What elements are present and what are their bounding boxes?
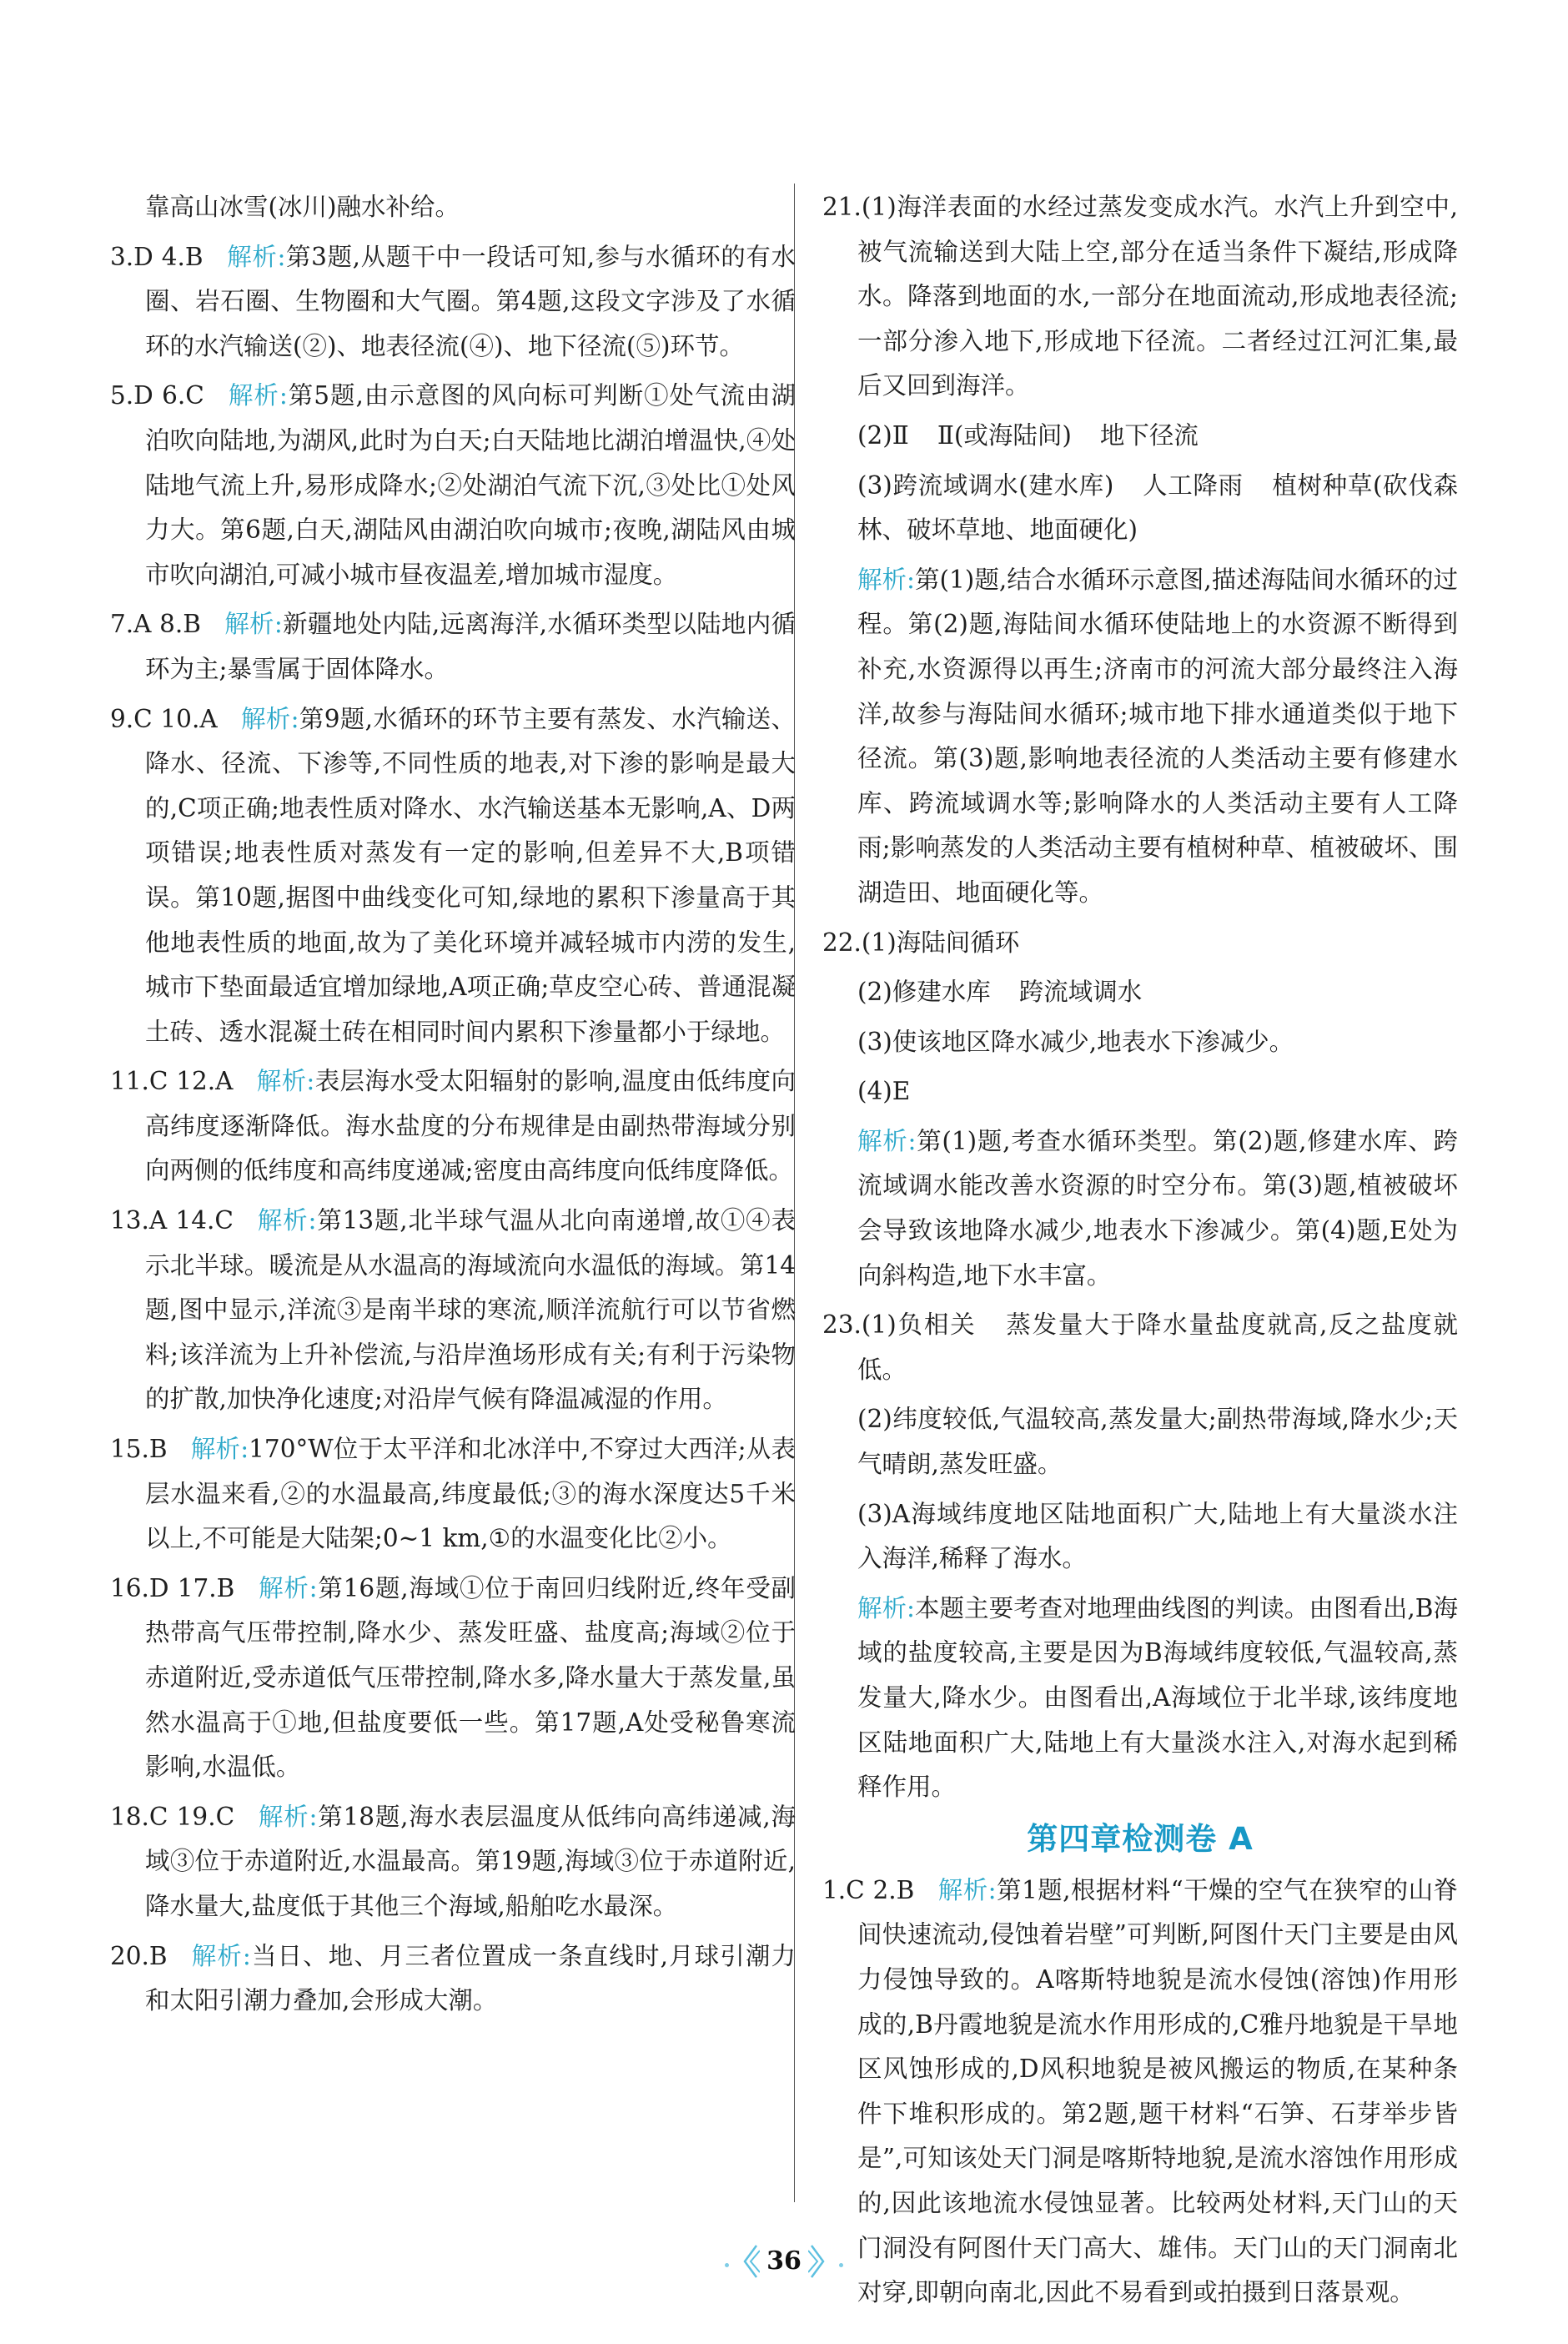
answer-continuation: 靠高山冰雪(冰川)融水补给。 — [145, 193, 460, 221]
answer-key: 13.A 14.C — [110, 1206, 234, 1235]
analysis-label: 解析: — [256, 1206, 317, 1235]
analysis-label: 解析: — [190, 1435, 249, 1464]
right-column — [822, 185, 1458, 2321]
analysis-text: 第13题,北半球气温从北向南递增,故①④表示北半球。暖流是从水温高的海域流向水温低的海域。第14题,图中显示,洋流③是南半球的寒流,顺洋流航行可以节省燃料;该洋流为上升补偿流,与沿岸渔场形成有关;有利于污染物的扩散,加快净化速度;对沿岸气候有降温减湿的作用。 — [145, 1206, 796, 1414]
answer-key: 18.C 19.C — [110, 1802, 235, 1831]
analysis-text: 第18题,海水表层温度从低纬向高纬递减,海域③位于赤道附近,水温最高。第19题,海域③位于赤道附近,降水量大,盐度低于其他三个海域,船舶吃水最深。 — [145, 1802, 796, 1920]
answer-18-19 — [110, 1795, 796, 1929]
answer-22-part-2: (2)修建水库 跨流域调水 — [857, 978, 1143, 1007]
answer-key: 5.D 6.C — [110, 381, 204, 410]
analysis-text: 170°W位于太平洋和北冰洋中,不穿过大西洋;从表层水温来看,②的水温最高,纬度最低;③的海水深度达5千米以上,不可能是大陆架;0~1 km,①的水温变化比②小。 — [145, 1435, 796, 1553]
answer-23-part-3: (3)A海域纬度地区陆地面积广大,陆地上有大量淡水注入海洋,稀释了海水。 — [857, 1499, 1458, 1573]
analysis-label: 解析: — [224, 610, 283, 639]
answer-23-analysis: 解析:本题主要考查对地理曲线图的判读。由图看出,B海域的盐度较高,主要是因为B海域纬度较低,气温较高,蒸发量大,降水少。由图看出,A海域位于北半球,该纬度地区陆地面积广大,陆地上有大量淡水注入,对海水起到稀释作用。 — [857, 1593, 1458, 1802]
answer-key: 20.B — [110, 1941, 168, 1970]
answer-22-part-4: (4)E — [857, 1077, 911, 1106]
answer-22-part-1: 22.(1)海陆间循环 — [822, 928, 1020, 957]
analysis-label: 解析: — [240, 704, 299, 733]
answer-9-10 — [110, 697, 796, 1055]
analysis-text: 第5题,由示意图的风向标可判断①处气流由湖泊吹向陆地,为湖风,此时为白天;白天陆地比湖泊增温快,④处陆地气流上升,易形成降水;②处湖泊气流下沉,③处比①处风力大。第6题,白天,湖陆风由湖泊吹向城市;夜晚,湖陆风由城市吹向湖泊,可减小城市昼夜温差,增加城市湿度。 — [145, 381, 796, 589]
analysis-text: 第9题,水循环的环节主要有蒸发、水汽输送、降水、径流、下渗等,不同性质的地表,对下渗的影响是最大的,C项正确;地表性质对降水、水汽输送基本无影响,A、D两项错误;地表性质对蒸发有一定的影响,但差异不大,B项错误。第10题,据图中曲线变化可知,绿地的累积下渗量高于其他地表性质的地面,故为了美化环境并减轻城市内涝的发生,城市下垫面最适宜增加绿地,A项正确;草皮空心砖、普通混凝土砖、透水混凝土砖在相同时间内累积下渗量都小于绿地。 — [145, 704, 796, 1046]
answer-23-part-1: 23.(1)负相关 蒸发量大于降水量盐度就高,反之盐度就低。 — [822, 1310, 1458, 1384]
answer-key: 7.A 8.B — [110, 610, 201, 639]
analysis-label: 解析: — [190, 1941, 251, 1970]
answer-21-part-1: 21.(1)海洋表面的水经过蒸发变成水汽。水汽上升到空中,被气流输送到大陆上空,部分在适当条件下凝结,形成降水。降落到地面的水,一部分在地面流动,形成地表径流;一部分渗入地下,形成地下径流。二者经过江河汇集,最后又回到海洋。 — [822, 193, 1458, 400]
answer-3-4 — [110, 235, 796, 370]
answer-7-8 — [110, 602, 796, 692]
answer-key: 1.C 2.B — [822, 1875, 915, 1904]
page-number: 36 — [741, 2242, 827, 2281]
answer-22-part-3: (3)使该地区降水减少,地表水下渗减少。 — [857, 1027, 1294, 1056]
chapter-heading: 第四章检测卷 A — [1027, 1820, 1254, 1857]
answer-22-analysis: 解析:第(1)题,考查水循环类型。第(2)题,修建水库、跨流域调水能改善水资源的时空分布。第(3)题,植被破坏会导致该地降水减少,地表水下渗减少。第(4)题,E处为向斜构造,地下水丰富。 — [857, 1126, 1458, 1290]
answer-21-analysis: 解析:第(1)题,结合水循环示意图,描述海陆间水循环的过程。第(2)题,海陆间水循环使陆地上的水资源不断得到补充,水资源得以再生;济南市的河流大部分最终注入海洋,故参与海陆间水循环;城市地下排水通道类似于地下径流。第(3)题,影响地表径流的人类活动主要有修建水库、跨流域调水等;影响降水的人类活动主要有人工降雨;影响蒸发的人类活动主要有植树种草、植被破坏、围湖造田、地面硬化等。 — [857, 565, 1458, 907]
answer-key: 3.D 4.B — [110, 242, 204, 271]
analysis-label: 解析: — [937, 1875, 997, 1904]
answer-13-14 — [110, 1199, 796, 1422]
answer-key: 16.D 17.B — [110, 1573, 235, 1602]
analysis-text: 第16题,海域①位于南回归线附近,终年受副热带高气压带控制,降水少、蒸发旺盛、盐度高;海域②位于赤道附近,受赤道低气压带控制,降水多,降水量大于蒸发量,虽然水温高于①地,但盐度要低一些。第17题,A处受秘鲁寒流影响,水温低。 — [145, 1573, 796, 1782]
answer-key: 11.C 12.A — [110, 1067, 234, 1096]
answer-20 — [110, 1934, 796, 2024]
page-footer — [0, 2242, 1568, 2281]
answer-16-17 — [110, 1567, 796, 1790]
answer-15 — [110, 1427, 796, 1562]
right-chevron-ornament — [808, 2242, 827, 2281]
analysis-text: 第3题,从题干中一段话可知,参与水循环的有水圈、岩石圈、生物圈和大气圈。第4题,这段文字涉及了水循环的水汽输送(②)、地表径流(④)、地下径流(⑤)环节。 — [145, 242, 796, 360]
analysis-text: 新疆地处内陆,远离海洋,水循环类型以陆地内循环为主;暴雪属于固体降水。 — [145, 610, 796, 683]
answer-23-part-2: (2)纬度较低,气温较高,蒸发量大;副热带海域,降水少;天气晴朗,蒸发旺盛。 — [857, 1405, 1458, 1479]
analysis-label: 解析: — [857, 1593, 915, 1622]
answer-key: 9.C 10.A — [110, 704, 218, 733]
answer-21-part-3: (3)跨流域调水(建水库) 人工降雨 植树种草(砍伐森林、破坏草地、地面硬化) — [857, 470, 1458, 545]
analysis-label: 解析: — [256, 1067, 315, 1096]
answer-key: 15.B — [110, 1435, 168, 1464]
analysis-label: 解析: — [857, 1126, 917, 1155]
left-column — [110, 185, 796, 2029]
dot-decoration — [725, 2263, 729, 2267]
analysis-label: 解析: — [857, 565, 915, 594]
answer-21-part-2: (2)Ⅱ Ⅱ(或海陆间) 地下径流 — [857, 420, 1199, 450]
answer-11-12 — [110, 1059, 796, 1194]
analysis-text: 第1题,根据材料“干燥的空气在狭窄的山脊间快速流动,侵蚀着岩壁”可判断,阿图什天门主要是由风力侵蚀导致的。A喀斯特地貌是流水侵蚀(溶蚀)作用形成的,B丹霞地貌是流水作用形成的,C雅丹地貌是干旱地区风蚀形成的,D风积地貌是被风搬运的物质,在某种条件下堆积形成的。第2题,题干材料“石笋、石芽举步皆是”,可知该处天门洞是喀斯特地貌,是流水溶蚀作用形成的,因此该地流水侵蚀显著。比较两处材料,天门山的天门洞没有阿图什天门高大、雄伟。天门山的天门洞南北对穿,即朝向南北,因此不易看到或拍摄到日落景观。 — [857, 1875, 1458, 2307]
answer-5-6 — [110, 374, 796, 597]
analysis-text: 当日、地、月三者位置成一条直线时,月球引潮力和太阳引潮力叠加,会形成大潮。 — [145, 1941, 796, 2015]
dot-decoration — [839, 2263, 843, 2267]
analysis-label: 解析: — [227, 381, 288, 410]
analysis-label: 解析: — [258, 1573, 318, 1602]
left-chevron-ornament — [741, 2242, 760, 2281]
analysis-label: 解析: — [226, 242, 286, 271]
analysis-label: 解析: — [258, 1802, 318, 1831]
analysis-text: 表层海水受太阳辐射的影响,温度由低纬度向高纬度逐渐降低。海水盐度的分布规律是由副热带海域分别向两侧的低纬度和高纬度递减;密度由高纬度向低纬度降低。 — [145, 1067, 796, 1185]
